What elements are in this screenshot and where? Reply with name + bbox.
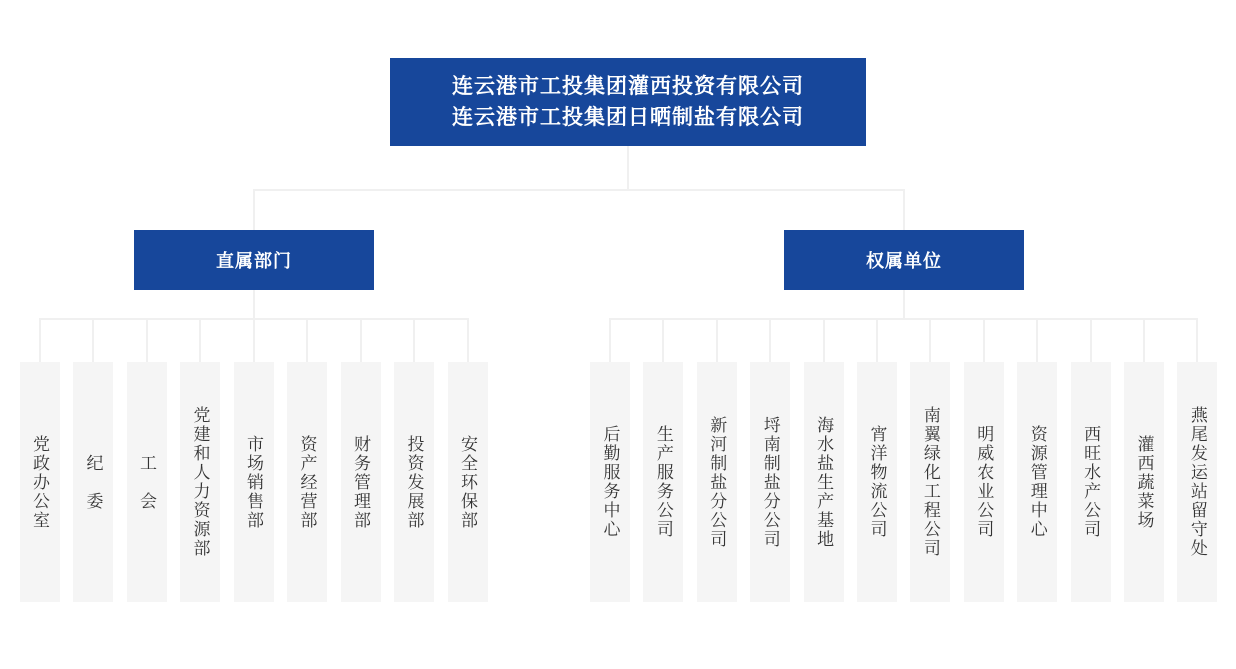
org-unit-column [857,362,897,602]
connector-unit-drop [360,318,362,363]
connector-unit-drop [1143,318,1145,363]
org-unit-column [127,362,167,602]
org-unit-label: 生产服务公司 [653,425,673,539]
connector-subsidiaries-stub [903,290,905,320]
org-unit-column [910,362,950,602]
branch-header-departments-label: 直属部门 [216,251,292,271]
org-unit-column [341,362,381,602]
connector-departments-stub [253,290,255,320]
org-unit-label: 西旺水产公司 [1081,425,1101,539]
org-unit-label: 财务管理部 [351,434,370,530]
org-unit-label: 灌西蔬菜场 [1134,434,1154,530]
org-unit-label: 宵洋物流公司 [867,425,887,539]
connector-unit-drop [413,318,415,363]
connector-unit-drop [716,318,718,363]
connector-unit-drop [609,318,611,363]
org-unit-column [643,362,683,602]
connector-branch-right-stub [903,189,905,230]
org-unit-column [234,362,274,602]
connector-group-hline [609,318,1198,320]
org-unit-column [750,362,790,602]
connector-unit-drop [199,318,201,363]
connector-unit-drop [467,318,469,363]
org-unit-label: 明威农业公司 [974,425,994,539]
branch-header-subsidiaries [784,230,1024,290]
org-unit-label: 安全环保部 [458,434,477,530]
connector-unit-drop [769,318,771,363]
root-company-name-line2: 连云港市工投集团日晒制盐有限公司 [452,106,804,129]
connector-unit-drop [92,318,94,363]
org-unit-label: 埒南制盐分公司 [760,415,780,549]
org-unit-label: 新河制盐分公司 [707,415,727,549]
org-unit-column [394,362,434,602]
org-unit-label: 燕尾发运站留守处 [1187,406,1207,558]
branch-header-departments [134,230,374,290]
org-unit-column [448,362,488,602]
root-company-box [390,58,866,146]
org-unit-column [697,362,737,602]
org-unit-label: 资产经营部 [297,434,317,530]
branch-header-subsidiaries-label: 权属单位 [866,251,942,271]
root-company-name-line1: 连云港市工投集团灌西投资有限公司 [452,75,804,98]
org-unit-column [180,362,220,602]
org-unit-label: 党建和人力资源部 [190,406,210,558]
connector-unit-drop [929,318,931,363]
connector-unit-drop [146,318,148,363]
org-unit-column [20,362,60,602]
org-unit-label: 党政办公室 [30,434,49,530]
connector-branch-left-stub [253,189,255,230]
org-unit-column [73,362,113,602]
connector-unit-drop [1196,318,1198,363]
org-unit-column [287,362,327,602]
connector-unit-drop [39,318,41,363]
org-unit-column [1124,362,1164,602]
org-unit-label: 投资发展部 [404,434,424,530]
org-unit-label: 海水盐生产基地 [814,415,834,549]
connector-unit-drop [1036,318,1038,363]
org-unit-label: 市场销售部 [244,434,263,530]
org-unit-label: 南翼绿化工程公司 [920,406,940,558]
connector-unit-drop [876,318,878,363]
org-unit-column [1071,362,1111,602]
org-unit-column [590,362,630,602]
connector-unit-drop [1090,318,1092,363]
org-unit-column [964,362,1004,602]
org-unit-label: 纪 委 [83,453,103,511]
connector-unit-drop [823,318,825,363]
connector-root-stub [627,146,629,189]
connector-unit-drop [983,318,985,363]
org-unit-column [804,362,844,602]
org-unit-column [1177,362,1217,602]
org-unit-label: 后勤服务中心 [600,425,620,539]
org-unit-column [1017,362,1057,602]
connector-unit-drop [306,318,308,363]
org-unit-label: 资源管理中心 [1027,425,1047,539]
connector-unit-drop [662,318,664,363]
connector-level1-hline [253,189,905,191]
connector-unit-drop [253,318,255,363]
org-unit-label: 工 会 [137,453,156,511]
